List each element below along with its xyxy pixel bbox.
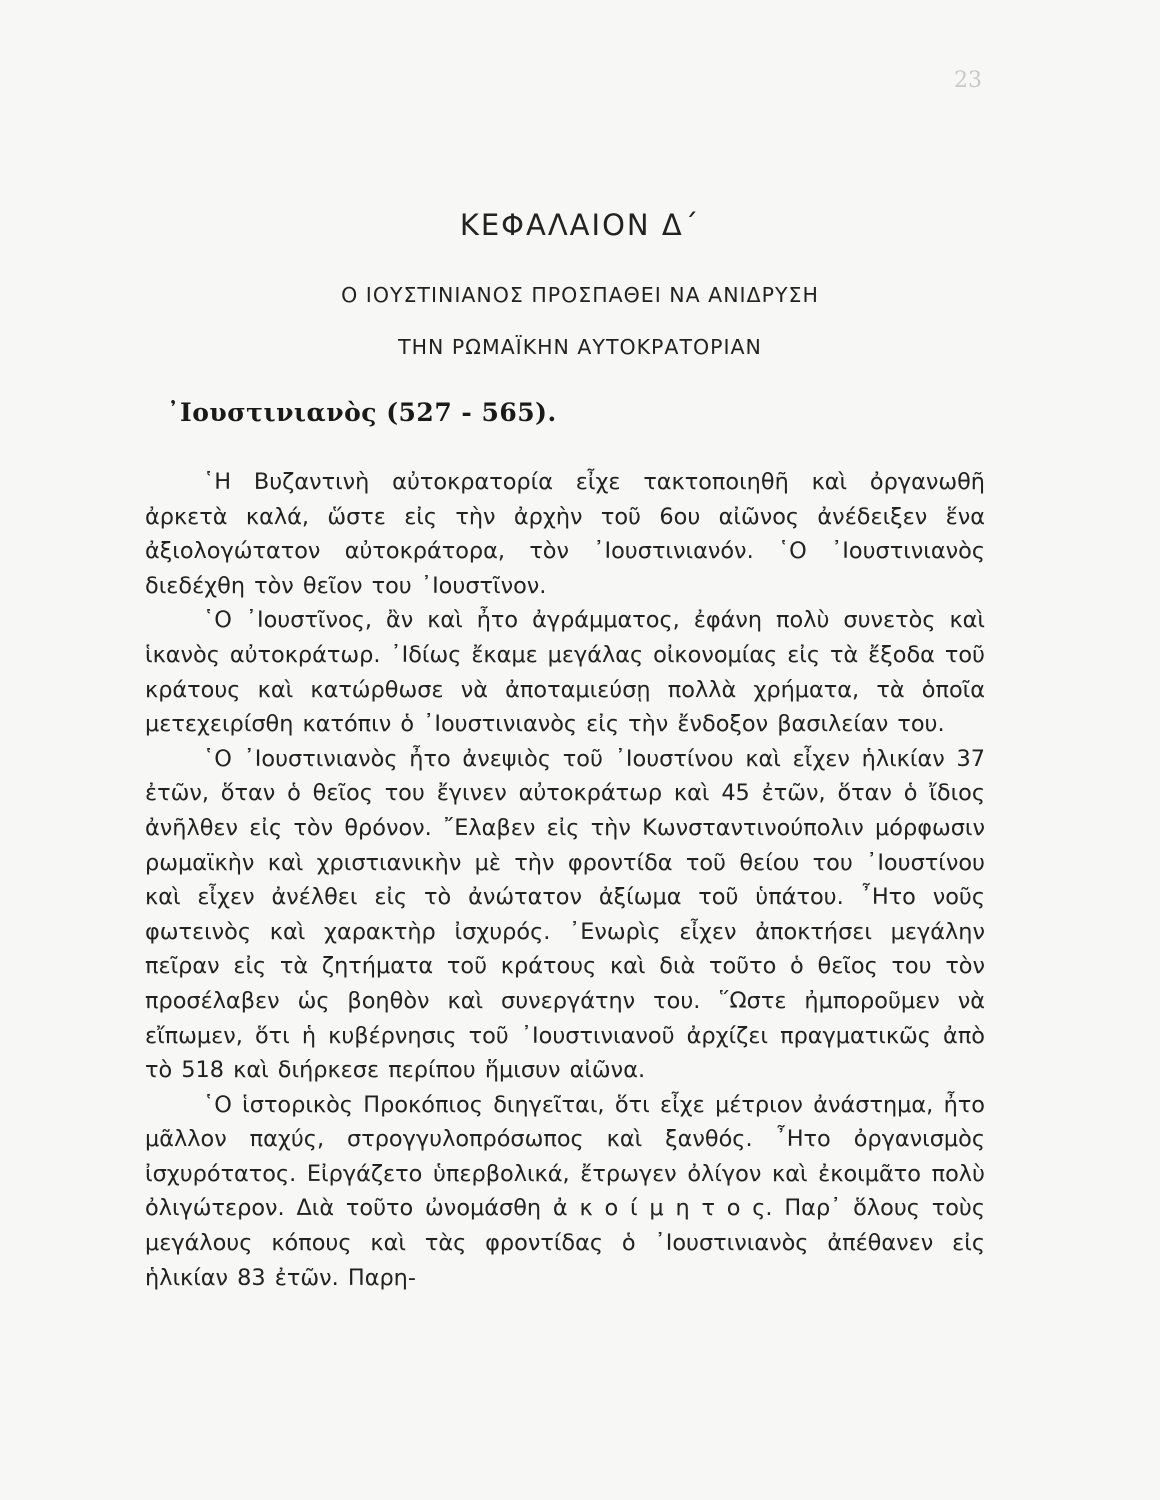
chapter-subtitle-line-1: Ο ΙΟΥΣΤΙΝΙΑΝΟΣ ΠΡΟΣΠΑΘΕΙ ΝΑ ΑΝΙΔΡΥΣΗ	[341, 283, 819, 307]
paragraph: ῾Ο ᾽Ιουστινιανὸς ἦτο ἀνεψιὸς τοῦ ᾽Ιουστίνου καὶ εἶχεν ἡλικίαν 37 ἐτῶν, ὅταν ὁ θεῖος του ἔγινεν αὐτοκράτωρ καὶ 45 ἐτῶν, ὅταν ὁ ἴδιος ἀνῆλθεν εἰς τὸν θρόνον. ῎Ελαβεν εἰς τὴν Κωνσταντινούπολιν μόρφωσιν ρωμαϊκὴν καὶ χριστιανικὴν μὲ τὴν φροντίδα τοῦ θείου του ᾽Ιουστίνου καὶ εἶχεν ἀνέλθει εἰς τὸ ἀνώτατον ἀξίωμα τοῦ ὑπάτου. ῏Ητο νοῦς φωτεινὸς καὶ χαρακτὴρ ἰσχυρός. ᾽Ενωρὶς εἶχεν ἀποκτήσει μεγάλην πεῖραν εἰς τὰ ζητήματα τοῦ κράτους καὶ διὰ τοῦτο ὁ θεῖος του τὸν προσέλαβεν ὡς βοηθὸν καὶ συνεργάτην του. ῞Ωστε ἠμποροῦμεν νὰ εἴπωμεν, ὅτι ἡ κυβέρνησις τοῦ ᾽Ιουστινιανοῦ ἀρχίζει πραγματικῶς ἀπὸ τὸ 518 καὶ διήρκεσε περίπου ἥμισυν αἰῶνα.	[145, 745, 985, 1084]
paragraph: ῾Η Βυζαντινὴ αὐτοκρατορία εἶχε τακτοποιηθῆ καὶ ὀργανωθῆ ἀρκετὰ καλά, ὥστε εἰς τὴν ἀρχὴν τοῦ 6ου αἰῶνος ἀνέδειξεν ἕνα ἀξιολογώτατον αὐτοκράτορα, τὸν ᾽Ιουστινιανόν. ῾Ο ᾽Ιουστινιανὸς διεδέχθη τὸν θεῖον του ᾽Ιουστῖνον.	[145, 469, 985, 599]
paragraph: ῾Ο ᾽Ιουστῖνος, ἂν καὶ ἦτο ἀγράμματος, ἐφάνη πολὺ συνετὸς καὶ ἱκανὸς αὐτοκράτωρ. ᾽Ιδίως ἔκαμε μεγάλας οἰκονομίας εἰς τὰ ἔξοδα τοῦ κράτους καὶ κατώρθωσε νὰ ἀποταμιεύσῃ πολλὰ χρήματα, τὰ ὁποῖα μετεχειρίσθη κατόπιν ὁ ᾽Ιουστινιανὸς εἰς τὴν ἔνδοξον βασιλείαν του.	[145, 607, 985, 738]
chapter-title: ΚΕΦΑΛΑΙΟΝ Δ΄	[459, 208, 701, 242]
chapter-subtitle-line-2: ΤΗΝ ΡΩΜΑΪΚΗΝ ΑΥΤΟΚΡΑΤΟΡΙΑΝ	[398, 335, 762, 359]
body-text	[145, 465, 985, 1295]
page-number: 23	[954, 68, 982, 93]
paragraph: ῾Ο ἱστορικὸς Προκόπιος διηγεῖται, ὅτι εἶχε μέτριον ἀνάστημα, ἦτο μᾶλλον παχύς, στρογγυλοπρόσωπος καὶ ξανθός. ῏Ητο ὀργανισμὸς ἰσχυρότατος. Εἰργάζετο ὑπερβολικά, ἔτρωγεν ὀλίγον καὶ ἐκοιμᾶτο πολὺ ὀλιγώτερον. Διὰ τοῦτο ὠνομάσθη ἀ κ ο ί μ η τ ο ς. Παρ᾽ ὅλους τοὺς μεγάλους κόπους καὶ τὰς φροντίδας ὁ ᾽Ιουστινιανὸς ἀπέθανεν εἰς ἡλικίαν 83 ἐτῶν. Παρη-	[145, 1091, 985, 1291]
section-heading: ᾽Ιουστινιανὸς (527 - 565).	[167, 398, 557, 427]
